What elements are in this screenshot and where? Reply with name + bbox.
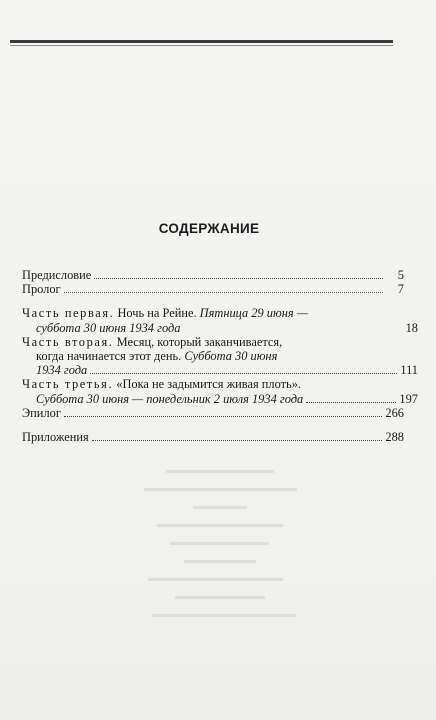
dot-leader [306, 402, 396, 403]
toc-entry-label: Предисловие [22, 268, 92, 282]
page-number: 7 [397, 282, 404, 297]
contents-heading: СОДЕРЖАНИЕ [158, 221, 260, 236]
part-dates: Суббота 30 июня [184, 349, 278, 364]
page-number: 197 [399, 391, 418, 406]
part-prefix: Часть третья. [22, 377, 114, 392]
show-through-text [130, 470, 310, 680]
page-number: 288 [385, 430, 404, 445]
part-title: Месяц, который заканчивается, [116, 334, 283, 349]
top-rule [10, 40, 393, 43]
part-dates-continued: 1934 года [36, 363, 88, 378]
toc-entry-prologue [22, 282, 404, 296]
toc-entry-preface [22, 268, 404, 282]
part-prefix: Часть первая. [22, 306, 115, 321]
toc-entry-label: Пролог [22, 282, 61, 297]
dot-leader [90, 373, 397, 374]
table-of-contents [22, 268, 418, 445]
page-number: 111 [400, 363, 418, 378]
dot-leader [94, 278, 383, 279]
part-title: «Пока не задымится живая плоть». [116, 377, 301, 392]
top-rule-thin [10, 45, 393, 46]
part-title-continued: когда начинается этот день. [36, 349, 182, 364]
toc-entry-label: Эпилог [22, 405, 61, 420]
toc-entry-part-one [22, 306, 418, 335]
toc-entry-label: Приложения [22, 430, 89, 445]
page-number: 5 [397, 268, 404, 282]
part-dates-continued: суббота 30 июня 1934 года [36, 320, 181, 335]
page-number: 266 [385, 405, 404, 420]
dot-leader [183, 331, 397, 332]
part-dates: Пятница 29 июня — [199, 306, 308, 321]
toc-entry-part-two [22, 334, 418, 378]
part-prefix: Часть вторая. [22, 334, 114, 349]
toc-entry-epilogue [22, 406, 404, 420]
part-dates: Суббота 30 июня — понедельник 2 июля 1934 года [36, 391, 304, 406]
dot-leader [64, 416, 383, 417]
part-title: Ночь на Рейне. [117, 306, 197, 321]
toc-entry-appendix [22, 430, 404, 444]
toc-entry-part-three [22, 377, 418, 406]
page-number: 18 [405, 320, 418, 335]
dot-leader [64, 292, 383, 293]
dot-leader [92, 440, 383, 441]
